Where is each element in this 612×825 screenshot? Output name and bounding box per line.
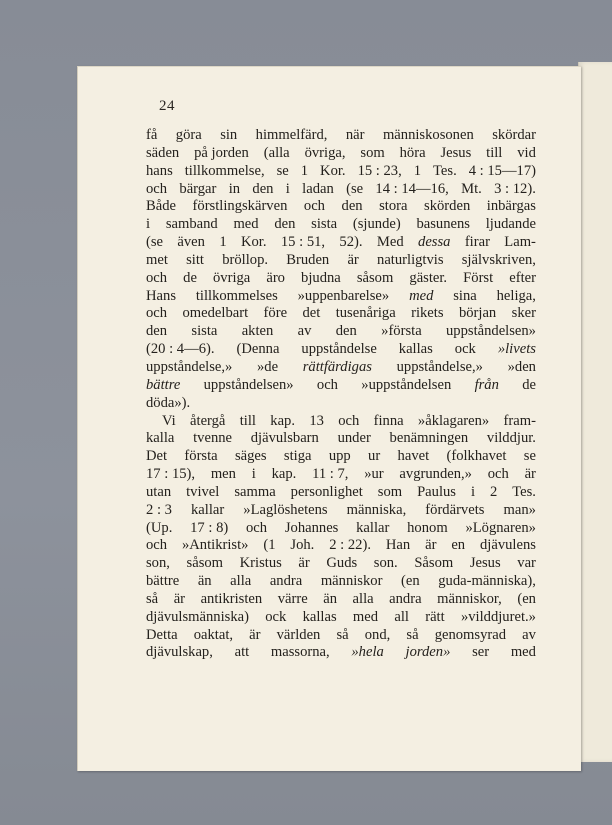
word: honom bbox=[407, 519, 448, 536]
word: 4 : 15—17) bbox=[468, 162, 536, 179]
word: havet bbox=[397, 448, 430, 465]
word: som bbox=[360, 144, 385, 161]
word: akten bbox=[241, 323, 274, 340]
word: i bbox=[470, 483, 476, 500]
word: kap. bbox=[270, 412, 295, 429]
word: Johannes bbox=[284, 519, 339, 536]
text-line bbox=[146, 127, 536, 145]
word: stiga bbox=[283, 448, 312, 465]
text-line bbox=[146, 216, 536, 234]
word: är bbox=[425, 537, 437, 554]
text-line bbox=[146, 323, 536, 341]
word: rätt bbox=[425, 608, 445, 625]
text-line bbox=[146, 502, 536, 520]
word: höra bbox=[399, 144, 426, 161]
word: såsom bbox=[186, 555, 224, 572]
word: uppståndelsen» bbox=[446, 323, 536, 340]
word: världen bbox=[276, 626, 321, 643]
word: tusenåriga bbox=[335, 305, 396, 322]
word: människosonen bbox=[382, 127, 474, 143]
word: övriga, bbox=[304, 144, 346, 161]
word: men bbox=[210, 466, 236, 483]
word: alla bbox=[230, 573, 252, 590]
word: början bbox=[458, 305, 497, 322]
word: 11 : 7, bbox=[312, 466, 349, 483]
word: är bbox=[249, 626, 261, 643]
word: sista bbox=[191, 323, 218, 340]
word: (en bbox=[401, 573, 420, 590]
word: gäster. bbox=[409, 269, 448, 286]
word: än bbox=[323, 590, 338, 607]
word: basunens bbox=[416, 216, 470, 233]
word: återgå bbox=[190, 412, 226, 429]
word: första bbox=[184, 448, 218, 465]
word: ock bbox=[454, 341, 476, 358]
word: vid bbox=[517, 144, 536, 161]
word: se bbox=[523, 448, 536, 465]
word: är bbox=[347, 251, 359, 268]
word: skördar bbox=[492, 127, 536, 143]
word: och bbox=[146, 537, 168, 554]
word: Detta bbox=[146, 626, 178, 643]
word: de bbox=[522, 376, 536, 393]
text-line bbox=[146, 145, 536, 163]
word: kallar bbox=[191, 501, 225, 518]
word: Kor. bbox=[240, 234, 267, 251]
word: antikristen bbox=[200, 590, 263, 607]
word: självskriven, bbox=[461, 251, 536, 268]
word: fram- bbox=[503, 412, 536, 429]
word: en bbox=[451, 537, 466, 554]
word: göra bbox=[175, 127, 202, 143]
word: Paulus bbox=[417, 483, 456, 500]
word: bättre bbox=[146, 573, 180, 590]
word: Jesus bbox=[469, 555, 501, 572]
word: 13 bbox=[309, 412, 324, 429]
word: och bbox=[146, 180, 168, 197]
text-line bbox=[146, 395, 536, 413]
word: och bbox=[316, 376, 338, 393]
word: se bbox=[276, 162, 289, 179]
word: 15 : 23, bbox=[357, 162, 402, 179]
word: hans bbox=[146, 162, 173, 179]
word: 15 : 51, bbox=[280, 234, 326, 251]
word: uppståndelsen» bbox=[203, 376, 294, 393]
word: under bbox=[337, 430, 371, 447]
word: 17 : 15), bbox=[146, 466, 196, 483]
word: så bbox=[336, 626, 349, 643]
word: Vi bbox=[162, 412, 176, 429]
word: den bbox=[341, 198, 363, 215]
word: samband bbox=[165, 216, 218, 233]
word: så bbox=[406, 626, 419, 643]
word: (sjunde) bbox=[352, 216, 401, 233]
text-line bbox=[146, 466, 536, 484]
word: »Antikrist» bbox=[181, 537, 249, 554]
word: inbärgas bbox=[486, 198, 536, 215]
text-line bbox=[146, 181, 536, 199]
text-line bbox=[146, 305, 536, 323]
word: met bbox=[146, 251, 168, 268]
word: »Lögnaren» bbox=[465, 519, 536, 536]
word: och bbox=[338, 412, 360, 429]
word: Mt. bbox=[461, 180, 482, 197]
word: ur bbox=[368, 448, 381, 465]
word: Tes. bbox=[433, 162, 457, 179]
word: 3 : 12). bbox=[494, 180, 536, 197]
word: Guds bbox=[326, 555, 358, 572]
word: djävulskap, bbox=[146, 644, 213, 661]
word: »ur bbox=[364, 466, 384, 483]
text-line bbox=[146, 627, 536, 645]
word: 2 : 22). bbox=[329, 537, 371, 554]
word: firar bbox=[464, 234, 490, 251]
word: 2 bbox=[489, 483, 498, 500]
word: »åklagaren» bbox=[417, 412, 490, 429]
word: Det bbox=[146, 448, 168, 465]
word: Först bbox=[463, 269, 494, 286]
text-line bbox=[146, 288, 536, 306]
word: uppståndelse bbox=[301, 341, 377, 358]
word: som bbox=[377, 483, 403, 500]
word: andra bbox=[389, 590, 422, 607]
word: kallas bbox=[398, 341, 433, 358]
text-line bbox=[146, 377, 536, 395]
word: personlighet bbox=[290, 483, 363, 500]
word: sker bbox=[511, 305, 536, 322]
word: rikets bbox=[411, 305, 444, 322]
word: man» bbox=[503, 501, 536, 518]
text-line bbox=[146, 484, 536, 502]
word: (Up. bbox=[146, 519, 173, 536]
word: bättre bbox=[146, 376, 181, 393]
word: djävulens bbox=[480, 537, 536, 554]
word: i bbox=[146, 216, 151, 233]
word: ladan bbox=[302, 180, 334, 197]
word: av bbox=[522, 626, 536, 643]
word: bjudna bbox=[301, 269, 341, 286]
word: övriga bbox=[212, 269, 251, 286]
word: från bbox=[474, 376, 499, 393]
word: omedelbart bbox=[182, 305, 249, 322]
text-line bbox=[146, 448, 536, 466]
word: naturligtvis bbox=[377, 251, 444, 268]
word: ljudande bbox=[485, 216, 536, 233]
text-line bbox=[146, 430, 536, 448]
word: son. bbox=[373, 555, 398, 572]
word: var bbox=[517, 555, 536, 572]
facing-page-edge bbox=[578, 62, 612, 762]
word: och bbox=[146, 269, 168, 286]
word: kallas bbox=[302, 608, 337, 625]
word: »livets bbox=[497, 341, 536, 358]
word: kallar bbox=[356, 519, 390, 536]
word: djävulsmänniska) bbox=[146, 608, 249, 625]
word: Såsom bbox=[414, 555, 454, 572]
word: den bbox=[252, 180, 274, 197]
word: efter bbox=[509, 269, 536, 286]
word: det bbox=[302, 305, 321, 322]
word: den bbox=[146, 323, 168, 340]
word: med bbox=[352, 608, 379, 625]
word: guda-människa), bbox=[438, 573, 536, 590]
word: (se bbox=[146, 234, 164, 251]
text-line bbox=[146, 520, 536, 538]
word: »hela bbox=[351, 644, 384, 661]
text-line bbox=[146, 163, 536, 181]
word: andra bbox=[269, 573, 303, 590]
word: såsom bbox=[356, 269, 394, 286]
word: utan bbox=[146, 483, 172, 500]
word: den bbox=[335, 323, 357, 340]
word: dessa bbox=[418, 234, 451, 251]
word: sina bbox=[453, 287, 477, 304]
word: alla bbox=[352, 590, 374, 607]
word: heliga, bbox=[496, 287, 536, 304]
word: i bbox=[251, 466, 256, 483]
word: (alla bbox=[263, 144, 290, 161]
word: 17 : 8) bbox=[190, 519, 229, 536]
word: ond, bbox=[364, 626, 391, 643]
word: ser bbox=[472, 644, 490, 661]
word: (Denna bbox=[236, 341, 280, 358]
word: förstlingskärven bbox=[192, 198, 288, 215]
word: värre bbox=[277, 590, 308, 607]
text-line bbox=[146, 359, 536, 377]
word: Joh. bbox=[290, 537, 315, 554]
word: med bbox=[409, 287, 434, 304]
text-line bbox=[146, 555, 536, 573]
word: kalla bbox=[146, 430, 175, 447]
word: 1 bbox=[413, 162, 422, 179]
word: Med bbox=[376, 234, 404, 251]
word: djävulsbarn bbox=[250, 430, 319, 447]
word: människor bbox=[320, 573, 383, 590]
word: uppståndelse,» bbox=[146, 358, 233, 375]
word: tillkommelses bbox=[195, 287, 278, 304]
word: den bbox=[274, 216, 296, 233]
word: (en bbox=[517, 590, 536, 607]
word: »vilddjuret.» bbox=[460, 608, 536, 625]
word: rättfärdigas bbox=[302, 358, 372, 375]
word: 14 : 14—16, bbox=[375, 180, 449, 197]
word: uppståndelse,» bbox=[396, 358, 483, 375]
word: »de bbox=[257, 358, 279, 375]
word: »uppenbarelse» bbox=[297, 287, 390, 304]
word: tvenne bbox=[193, 430, 233, 447]
word: »Laglöshetens bbox=[243, 501, 328, 518]
word: sin bbox=[220, 127, 238, 143]
text-line bbox=[146, 234, 536, 252]
word: himmelfärd, bbox=[255, 127, 328, 143]
text-line bbox=[146, 537, 536, 555]
text-line bbox=[146, 609, 536, 627]
word: människa, bbox=[346, 501, 407, 518]
word: Både bbox=[146, 198, 176, 215]
word: »första bbox=[381, 323, 422, 340]
text-line bbox=[146, 198, 536, 216]
word: fördärvets bbox=[425, 501, 485, 518]
word: och bbox=[487, 466, 509, 483]
word: bärgar bbox=[179, 180, 217, 197]
word: Kor. bbox=[320, 162, 346, 179]
word: 2 : 3 bbox=[146, 501, 172, 518]
word: och bbox=[303, 198, 325, 215]
word: finna bbox=[373, 412, 404, 429]
word: säges bbox=[234, 448, 267, 465]
word: Jesus bbox=[440, 144, 472, 161]
word: döda»). bbox=[146, 394, 191, 411]
word: in bbox=[228, 180, 241, 197]
word: och bbox=[246, 519, 268, 536]
word: kap. bbox=[271, 466, 297, 483]
word: säden bbox=[146, 144, 180, 161]
word: genomsyrad bbox=[434, 626, 507, 643]
word: »den bbox=[507, 358, 536, 375]
word: tvivel bbox=[186, 483, 220, 500]
text-line bbox=[146, 413, 536, 431]
word: är bbox=[173, 590, 186, 607]
word: Hans bbox=[146, 287, 176, 304]
word: så bbox=[146, 590, 159, 607]
word: till bbox=[239, 412, 256, 429]
text-line bbox=[146, 341, 536, 359]
word: på jorden bbox=[194, 144, 249, 161]
page-number: 24 bbox=[159, 98, 175, 114]
word: (se bbox=[346, 180, 364, 197]
word: äro bbox=[266, 269, 285, 286]
word: av bbox=[297, 323, 312, 340]
word: massorna, bbox=[270, 644, 330, 661]
text-line bbox=[146, 252, 536, 270]
word: är bbox=[298, 555, 310, 572]
word: all bbox=[394, 608, 409, 625]
word: samma bbox=[234, 483, 276, 500]
word: skörden bbox=[424, 198, 471, 215]
word: oaktat, bbox=[193, 626, 234, 643]
text-line bbox=[146, 591, 536, 609]
word: sitt bbox=[186, 251, 204, 268]
word: när bbox=[345, 127, 365, 143]
text-line bbox=[146, 573, 536, 591]
word: upp bbox=[328, 448, 351, 465]
word: med bbox=[233, 216, 259, 233]
word: Han bbox=[385, 537, 411, 554]
word: Kristus bbox=[239, 555, 282, 572]
word: jorden» bbox=[405, 644, 451, 661]
word: »uppståndelsen bbox=[361, 376, 452, 393]
body-text bbox=[146, 127, 536, 662]
word: sista bbox=[311, 216, 338, 233]
word: Bruden bbox=[286, 251, 330, 268]
word: i bbox=[285, 180, 290, 197]
word: de bbox=[183, 269, 197, 286]
word: 1 bbox=[300, 162, 309, 179]
word: Lam- bbox=[504, 234, 536, 251]
word: är bbox=[524, 466, 536, 483]
word: med bbox=[510, 644, 536, 661]
text-line bbox=[146, 644, 536, 662]
word: 1 bbox=[219, 234, 227, 251]
word: ock bbox=[265, 608, 287, 625]
word: benämningen bbox=[389, 430, 469, 447]
word: tillkommelse, bbox=[184, 162, 265, 179]
word: även bbox=[177, 234, 205, 251]
word: (20 : 4—6). bbox=[146, 341, 215, 358]
text-line bbox=[146, 270, 536, 288]
book-page bbox=[77, 66, 581, 771]
word: son, bbox=[146, 555, 170, 572]
word: Tes. bbox=[512, 483, 536, 500]
word: att bbox=[234, 644, 250, 661]
word: (1 bbox=[263, 537, 276, 554]
word: än bbox=[197, 573, 212, 590]
word: avgrunden,» bbox=[399, 466, 472, 483]
word: och bbox=[146, 305, 168, 322]
word: vilddjur. bbox=[486, 430, 536, 447]
word: människor, bbox=[437, 590, 502, 607]
word: stora bbox=[379, 198, 408, 215]
word: till bbox=[486, 144, 503, 161]
word: före bbox=[263, 305, 288, 322]
word: bröllop. bbox=[222, 251, 269, 268]
word: få bbox=[146, 127, 158, 143]
word: (folkhavet bbox=[446, 448, 507, 465]
word: 52). bbox=[339, 234, 363, 251]
